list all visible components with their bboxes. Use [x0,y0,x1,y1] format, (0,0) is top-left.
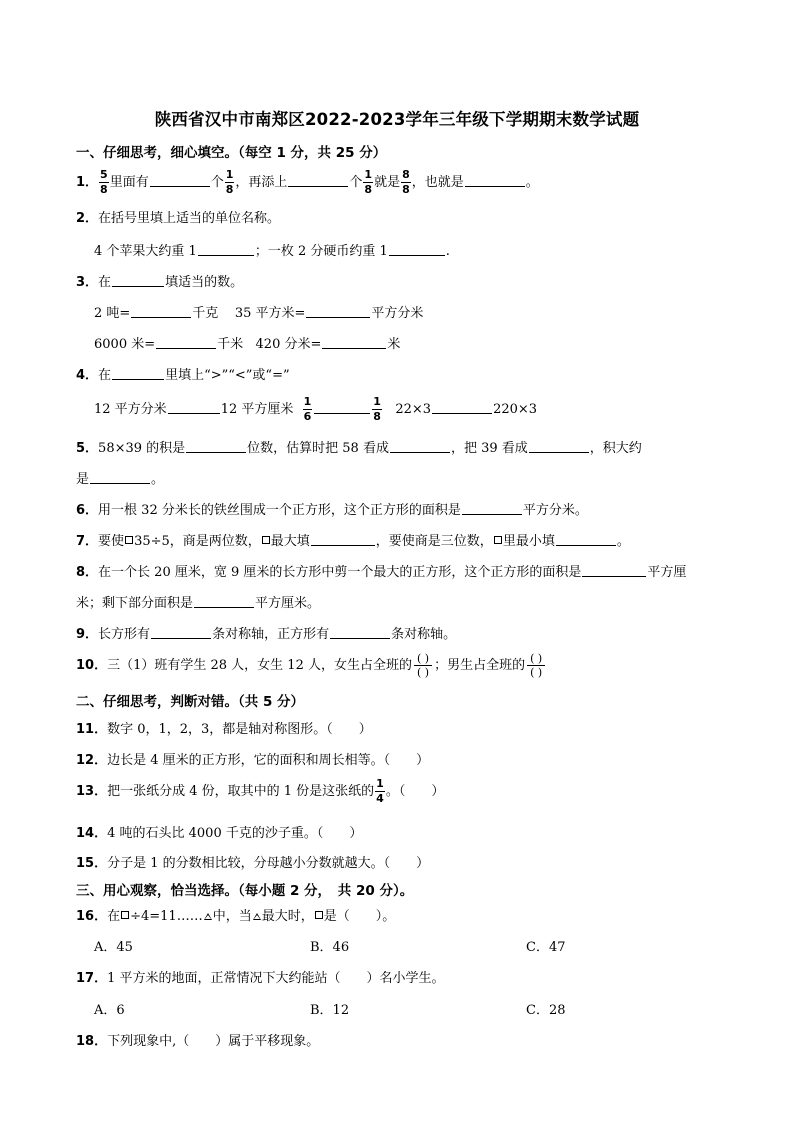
question-14: 14．4 吨的石头比 4000 千克的沙子重。（ ） [76,826,363,841]
answer-blank[interactable] [198,243,254,256]
answer-blank[interactable] [150,174,210,187]
question-3: 3．在 填适当的数。 [76,275,244,290]
question-4-body: 12 平方分米 12 平方厘米 $\frac{1}{6}$ $\frac{1}{8}$ 22×3 220×3 [94,395,538,423]
answer-blank[interactable] [311,533,375,546]
answer-blank[interactable] [194,595,254,608]
triangle-placeholder-icon [204,913,212,920]
answer-blank[interactable] [462,502,522,515]
option-b[interactable]: B．46 [310,940,350,955]
answer-fraction[interactable]: ( ) ( ) [414,652,432,679]
page-title: 陕西省汉中市南郑区2022-2023学年三年级下学期期末数学试题 [154,110,640,129]
square-placeholder-icon [125,536,133,544]
answer-blank[interactable] [306,305,370,318]
answer-blank[interactable] [131,305,191,318]
option-c[interactable]: C．28 [526,1003,566,1018]
answer-fraction[interactable]: ( ) ( ) [527,652,545,679]
question-3-row-2: 6000 米= 千米 420 分米= 米 [94,337,401,352]
section-2-heading: 二、仔细思考，判断对错。（共 5 分） [76,694,305,710]
answer-blank[interactable] [556,533,616,546]
answer-blank[interactable] [582,564,646,577]
question-3-row-1: 2 吨= 千克 35 平方米= 平方分米 [94,306,424,321]
answer-blank[interactable] [330,626,390,639]
question-5: 5．58×39 的积是 位数，估算时把 58 看成 ，把 39 看成 ，积大约 [76,441,642,456]
fraction: $\frac{1}{8}$ [225,168,234,196]
question-4: 4．在 里填上“>”“<”或“=” [76,368,290,383]
question-6: 6．用一根 32 分米长的铁丝围成一个正方形，这个正方形的面积是 平方分米。 [76,503,588,518]
question-18: 18．下列现象中,（ ）属于平移现象。 [76,1034,320,1049]
question-10: 10．三（1）班有学生 28 人，女生 12 人，女生占全班的 ( ) ( ) ；男生占全班的 ( ) ( ) [76,652,547,679]
fraction: $\frac{1}{8}$ [373,395,381,423]
square-placeholder-icon [494,536,502,544]
answer-blank [112,274,164,287]
question-12: 12．边长是 4 厘米的正方形，它的面积和周长相等。（ ） [76,753,430,768]
question-9: 9．长方形有 条对称轴，正方形有 条对称轴。 [76,627,457,642]
question-13: 13．把一张纸分成 4 份，取其中的 1 份是这张纸的 $\frac{1}{4}$ 。（ ） [76,777,445,805]
question-8-cont: 米；剩下部分面积是 平方厘米。 [76,596,321,611]
answer-blank[interactable] [322,336,386,349]
option-b[interactable]: B．12 [310,1003,350,1018]
question-17: 17．1 平方米的地面，正常情况下大约能站（ ）名小学生。 [76,971,445,986]
section-1-heading: 一、仔细思考，细心填空。（每空 1 分，共 25 分） [76,145,387,161]
question-15: 15．分子是 1 的分数相比较，分母越小分数就越大。（ ） [76,856,430,871]
square-placeholder-icon [121,911,129,919]
answer-blank[interactable] [465,174,525,187]
answer-blank [112,367,164,380]
question-11: 11．数字 0，1，2，3，都是轴对称图形。（ ） [76,722,372,737]
option-c[interactable]: C．47 [526,940,566,955]
question-1: 1． $\frac{5}{8}$ 里面有 个 $\frac{1}{8}$ ，再添上 个 $\frac{1}{8}$ 就是 $\frac{8}{8}$ ，也就是 。 [76,168,539,196]
answer-blank[interactable] [314,401,370,414]
answer-blank[interactable] [186,440,246,453]
square-placeholder-icon [262,536,270,544]
fraction: $\frac{1}{6}$ [303,395,312,423]
answer-blank[interactable] [168,401,220,414]
answer-blank[interactable] [390,440,450,453]
question-16: 16．在 ÷4=11…… 中，当 最大时， 是（ ）。 [76,909,396,924]
question-2: 2．在括号里填上适当的单位名称。 [76,211,281,226]
answer-blank[interactable] [529,440,589,453]
answer-blank[interactable] [288,174,348,187]
question-5-cont: 是 。 [76,472,165,487]
answer-blank[interactable] [156,336,216,349]
fraction: $\frac{1}{8}$ [364,168,373,196]
answer-blank[interactable] [90,471,150,484]
fraction: $\frac{5}{8}$ [100,168,108,196]
question-8: 8．在一个长 20 厘米，宽 9 厘米的长方形中剪一个最大的正方形，这个正方形的面积是 平方厘 [76,565,687,580]
fraction: $\frac{8}{8}$ [402,168,410,196]
section-3-heading: 三、用心观察，恰当选择。（每小题 2 分， 共 20 分）。 [76,883,414,899]
option-a[interactable]: A．6 [94,1003,125,1018]
option-a[interactable]: A．45 [94,940,133,955]
question-2-body: 4 个苹果大约重 1 ；一枚 2 分硬币约重 1 . [94,244,450,259]
answer-blank[interactable] [151,626,211,639]
square-placeholder-icon [315,911,323,919]
triangle-placeholder-icon [253,913,261,920]
fraction: $\frac{1}{4}$ [376,777,384,805]
answer-blank[interactable] [389,243,445,256]
question-7: 7．要使 35÷5，商是两位数， 最大填 ，要使商是三位数， 里最小填 。 [76,534,630,549]
answer-blank[interactable] [432,401,492,414]
